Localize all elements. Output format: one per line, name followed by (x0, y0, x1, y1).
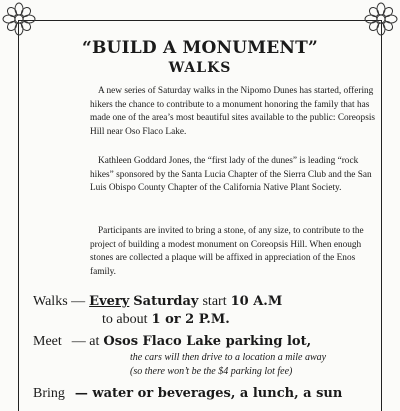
bring-items: — water or beverages, a lunch, a sun (74, 386, 343, 401)
walks-saturday: Saturday (133, 294, 199, 309)
participants-paragraph: Participants are invited to bring a stone, of any size, to contribute to the project of building a modest monument on Coreopsis Hill. When enough stones are collected a plaque will be affixed in appreciation of the Enos family. (90, 226, 364, 277)
walks-end-line (102, 310, 230, 328)
walks-line (33, 292, 282, 310)
meet-line (33, 332, 311, 350)
meet-note-fee: (so there won’t be the $4 parking lot fee) (130, 366, 293, 377)
walks-time-start: 10 A.M (230, 294, 283, 309)
meet-label: Meet (33, 334, 62, 349)
meet-note-drive: the cars will then drive to a location a mile away (130, 352, 327, 363)
leader-paragraph: Kathleen Goddard Jones, the “first lady of the dunes” is leading “rock hikes” sponsored by the Santa Lucia Chapter of the Sierra Club and the San Luis Obispo County Chapter of the California Native Plant Society. (90, 156, 372, 194)
document-title: “BUILD A MONUMENT” (82, 38, 318, 58)
intro-paragraph: A new series of Saturday walks in the Nipomo Dunes has started, offering hikers the chance to contribute to a monument honoring the family that has made one of the area’s most beautiful sites available to the public: Coreopsis Hill near Oso Flaco Lake. (90, 86, 376, 137)
bring-label: Bring (33, 386, 65, 401)
walks-label: Walks — (33, 294, 86, 309)
walks-time-end: 1 or 2 P.M. (151, 312, 230, 327)
bring-line (33, 384, 342, 402)
meet-at: — at (71, 334, 100, 349)
walks-to-about: to about (102, 312, 148, 327)
document-subtitle: WALKS (168, 60, 232, 76)
meet-place: Osos Flaco Lake parking lot, (103, 334, 312, 349)
flower-ornament-icon (2, 2, 36, 36)
flower-ornament-icon (364, 2, 398, 36)
walks-start: start (202, 294, 227, 309)
walks-every: Every (89, 294, 130, 309)
